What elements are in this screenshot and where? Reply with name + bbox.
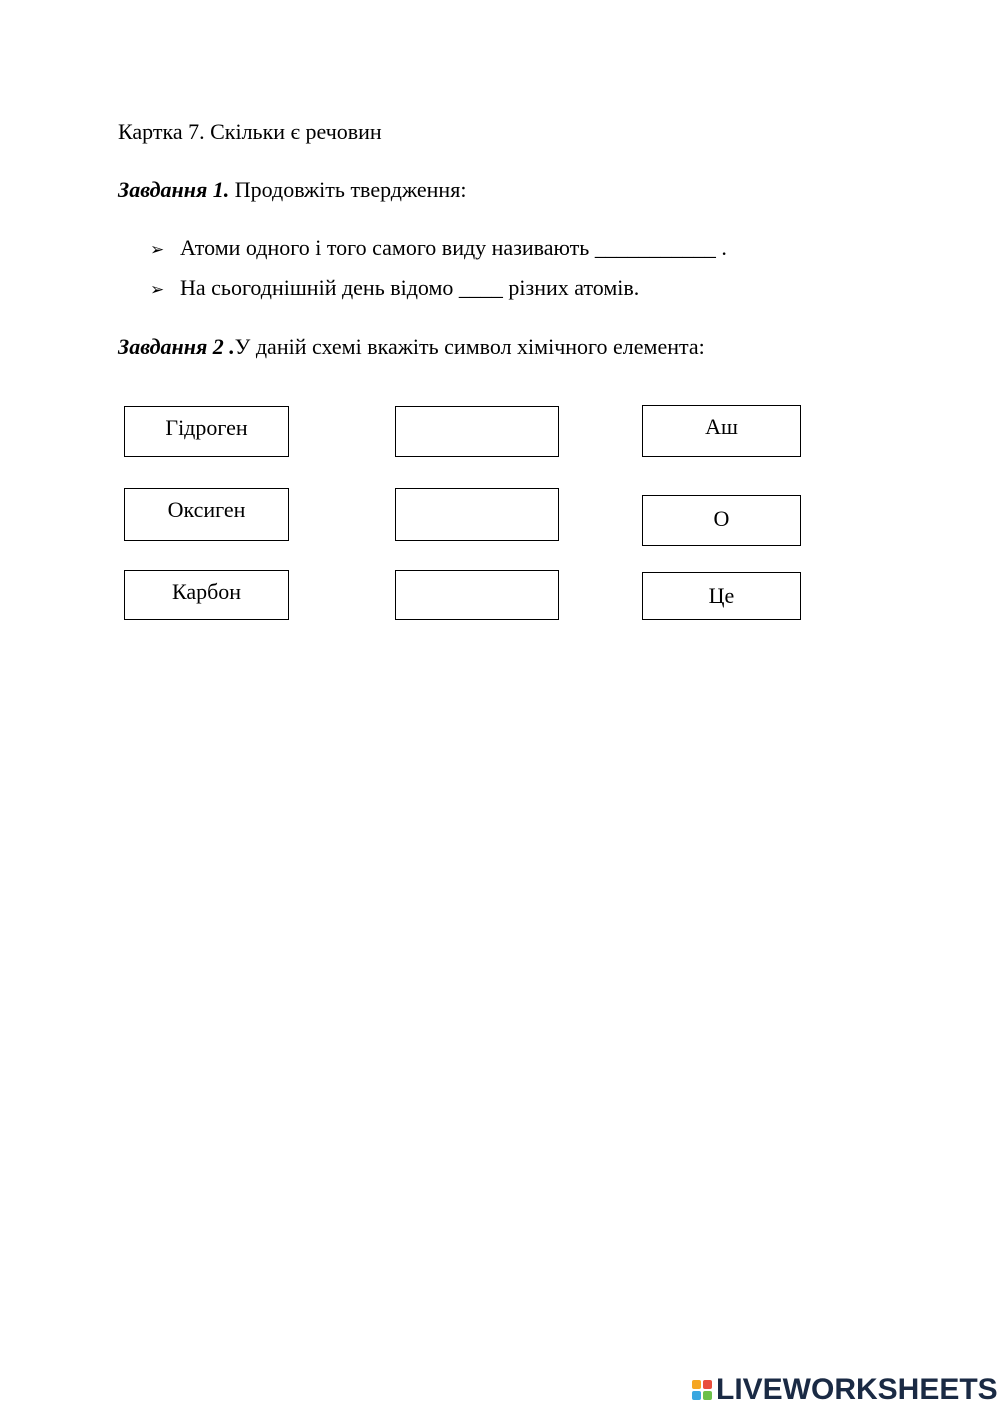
logo-square: [703, 1380, 712, 1389]
worksheet-title: Картка 7. Скільки є речовин: [118, 119, 382, 144]
liveworksheets-brand-text: LIVEWORKSHEETS: [716, 1373, 998, 1406]
task1-bullet-text: На сьогоднішній день відомо ____ різних атомів.: [180, 275, 640, 300]
element-name-box-carbon[interactable]: Карбон: [124, 570, 289, 620]
logo-square: [703, 1391, 712, 1400]
task1-text: Продовжіть твердження:: [229, 177, 467, 202]
symbol-box-ash[interactable]: Аш: [642, 405, 801, 457]
task2-label: Завдання 2 .: [118, 334, 235, 359]
task1-bullet-2: [150, 275, 639, 303]
symbol-box-o[interactable]: О: [642, 495, 801, 546]
task1-bullet-1: [150, 235, 727, 263]
arrow-bullet-icon: ➢: [150, 240, 165, 260]
answer-box-2[interactable]: [395, 488, 559, 541]
task2-text: У даній схемі вкажіть символ хімічного елемента:: [234, 334, 705, 359]
element-name-box-oxygen[interactable]: Оксиген: [124, 488, 289, 541]
arrow-bullet-icon: ➢: [150, 280, 165, 300]
answer-box-1[interactable]: [395, 406, 559, 457]
answer-box-3[interactable]: [395, 570, 559, 620]
liveworksheets-logo-icon: [692, 1380, 712, 1400]
symbol-box-tse[interactable]: Це: [642, 572, 801, 620]
task2-heading: [118, 334, 705, 360]
logo-square: [692, 1391, 701, 1400]
task1-bullet-text: Атоми одного і того самого виду називають ___________ .: [180, 235, 727, 260]
task1-heading: [118, 177, 466, 203]
element-name-box-hydrogen[interactable]: Гідроген: [124, 406, 289, 457]
logo-square: [692, 1380, 701, 1389]
task1-label: Завдання 1.: [118, 177, 230, 202]
liveworksheets-logo: [692, 1374, 998, 1406]
